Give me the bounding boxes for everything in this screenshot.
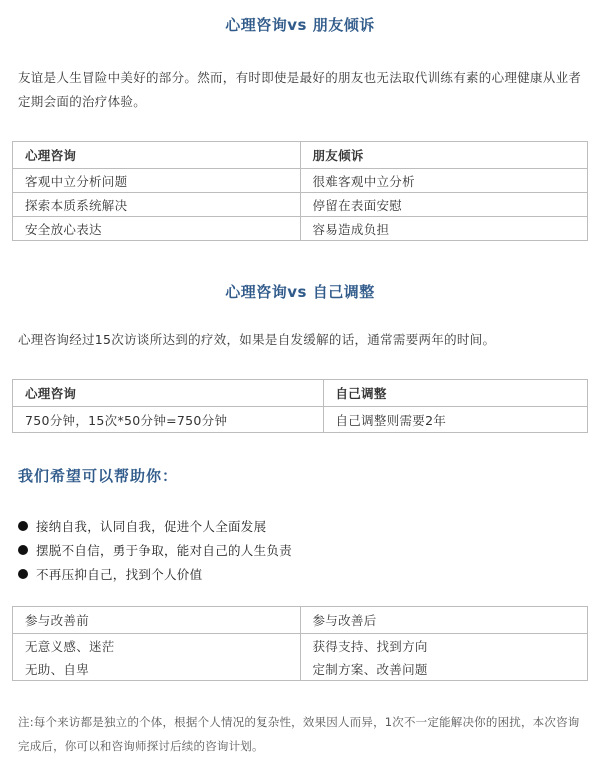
table-cell: 750分钟，15次*50分钟=750分钟 — [13, 407, 324, 433]
section-title-counseling-vs-self: 心理咨询vs 自己调整 — [225, 283, 375, 301]
bullet-dot-icon — [18, 545, 28, 555]
improvement-table — [12, 606, 588, 681]
table-row — [13, 217, 588, 241]
table-row — [13, 407, 588, 433]
bullet-dot-icon — [18, 569, 28, 579]
table-row — [13, 657, 588, 681]
table-cell: 安全放心表达 — [13, 217, 301, 241]
table-header-row — [13, 142, 588, 169]
intro-self-adjust: 心理咨询经过15次访谈所达到的疗效，如果是自发缓解的话，通常需要两年的时间。 — [18, 332, 496, 347]
table-cell: 无助、自卑 — [13, 657, 301, 681]
table-cell: 定制方案、改善问题 — [300, 657, 588, 681]
list-item-text: 接纳自我，认同自我，促进个人全面发展 — [36, 519, 267, 534]
table-cell: 无意义感、迷茫 — [13, 634, 301, 658]
table-cell: 自己调整则需要2年 — [323, 407, 588, 433]
header-cell: 朋友倾诉 — [300, 142, 588, 169]
header-cell: 心理咨询 — [13, 380, 324, 407]
bullet-dot-icon — [18, 521, 28, 531]
footnote: 注:每个来访都是独立的个体，根据个人情况的复杂性，效果因人而异，1次不一定能解决你的困扰，本次咨询完成后，你可以和咨询师探讨后续的咨询计划。 — [18, 715, 580, 753]
table-header-row — [13, 607, 588, 634]
list-item — [18, 562, 292, 586]
table-cell: 停留在表面安慰 — [300, 193, 588, 217]
list-item — [18, 538, 292, 562]
comparison-table-friends — [12, 141, 588, 241]
table-row — [13, 193, 588, 217]
comparison-table-self — [12, 379, 588, 433]
table-cell: 客观中立分析问题 — [13, 169, 301, 193]
list-item-text: 不再压抑自己，找到个人价值 — [36, 567, 203, 582]
list-item — [18, 514, 292, 538]
header-cell: 参与改善前 — [13, 607, 301, 634]
table-cell: 很难客观中立分析 — [300, 169, 588, 193]
table-row — [13, 169, 588, 193]
table-cell: 探索本质系统解决 — [13, 193, 301, 217]
help-bullet-list — [18, 514, 292, 586]
header-cell: 心理咨询 — [13, 142, 301, 169]
table-cell: 容易造成负担 — [300, 217, 588, 241]
header-cell: 参与改善后 — [300, 607, 588, 634]
table-row — [13, 634, 588, 658]
help-title: 我们希望可以帮助你： — [18, 467, 179, 485]
intro-friendship: 友谊是人生冒险中美好的部分。然而，有时即使是最好的朋友也无法取代训练有素的心理健康从业者定期会面的治疗体验。 — [18, 70, 582, 109]
table-cell: 获得支持、找到方向 — [300, 634, 588, 658]
list-item-text: 摆脱不自信，勇于争取，能对自己的人生负责 — [36, 543, 293, 558]
table-header-row — [13, 380, 588, 407]
header-cell: 自己调整 — [323, 380, 588, 407]
section-title-counseling-vs-friends: 心理咨询vs 朋友倾诉 — [225, 16, 375, 34]
